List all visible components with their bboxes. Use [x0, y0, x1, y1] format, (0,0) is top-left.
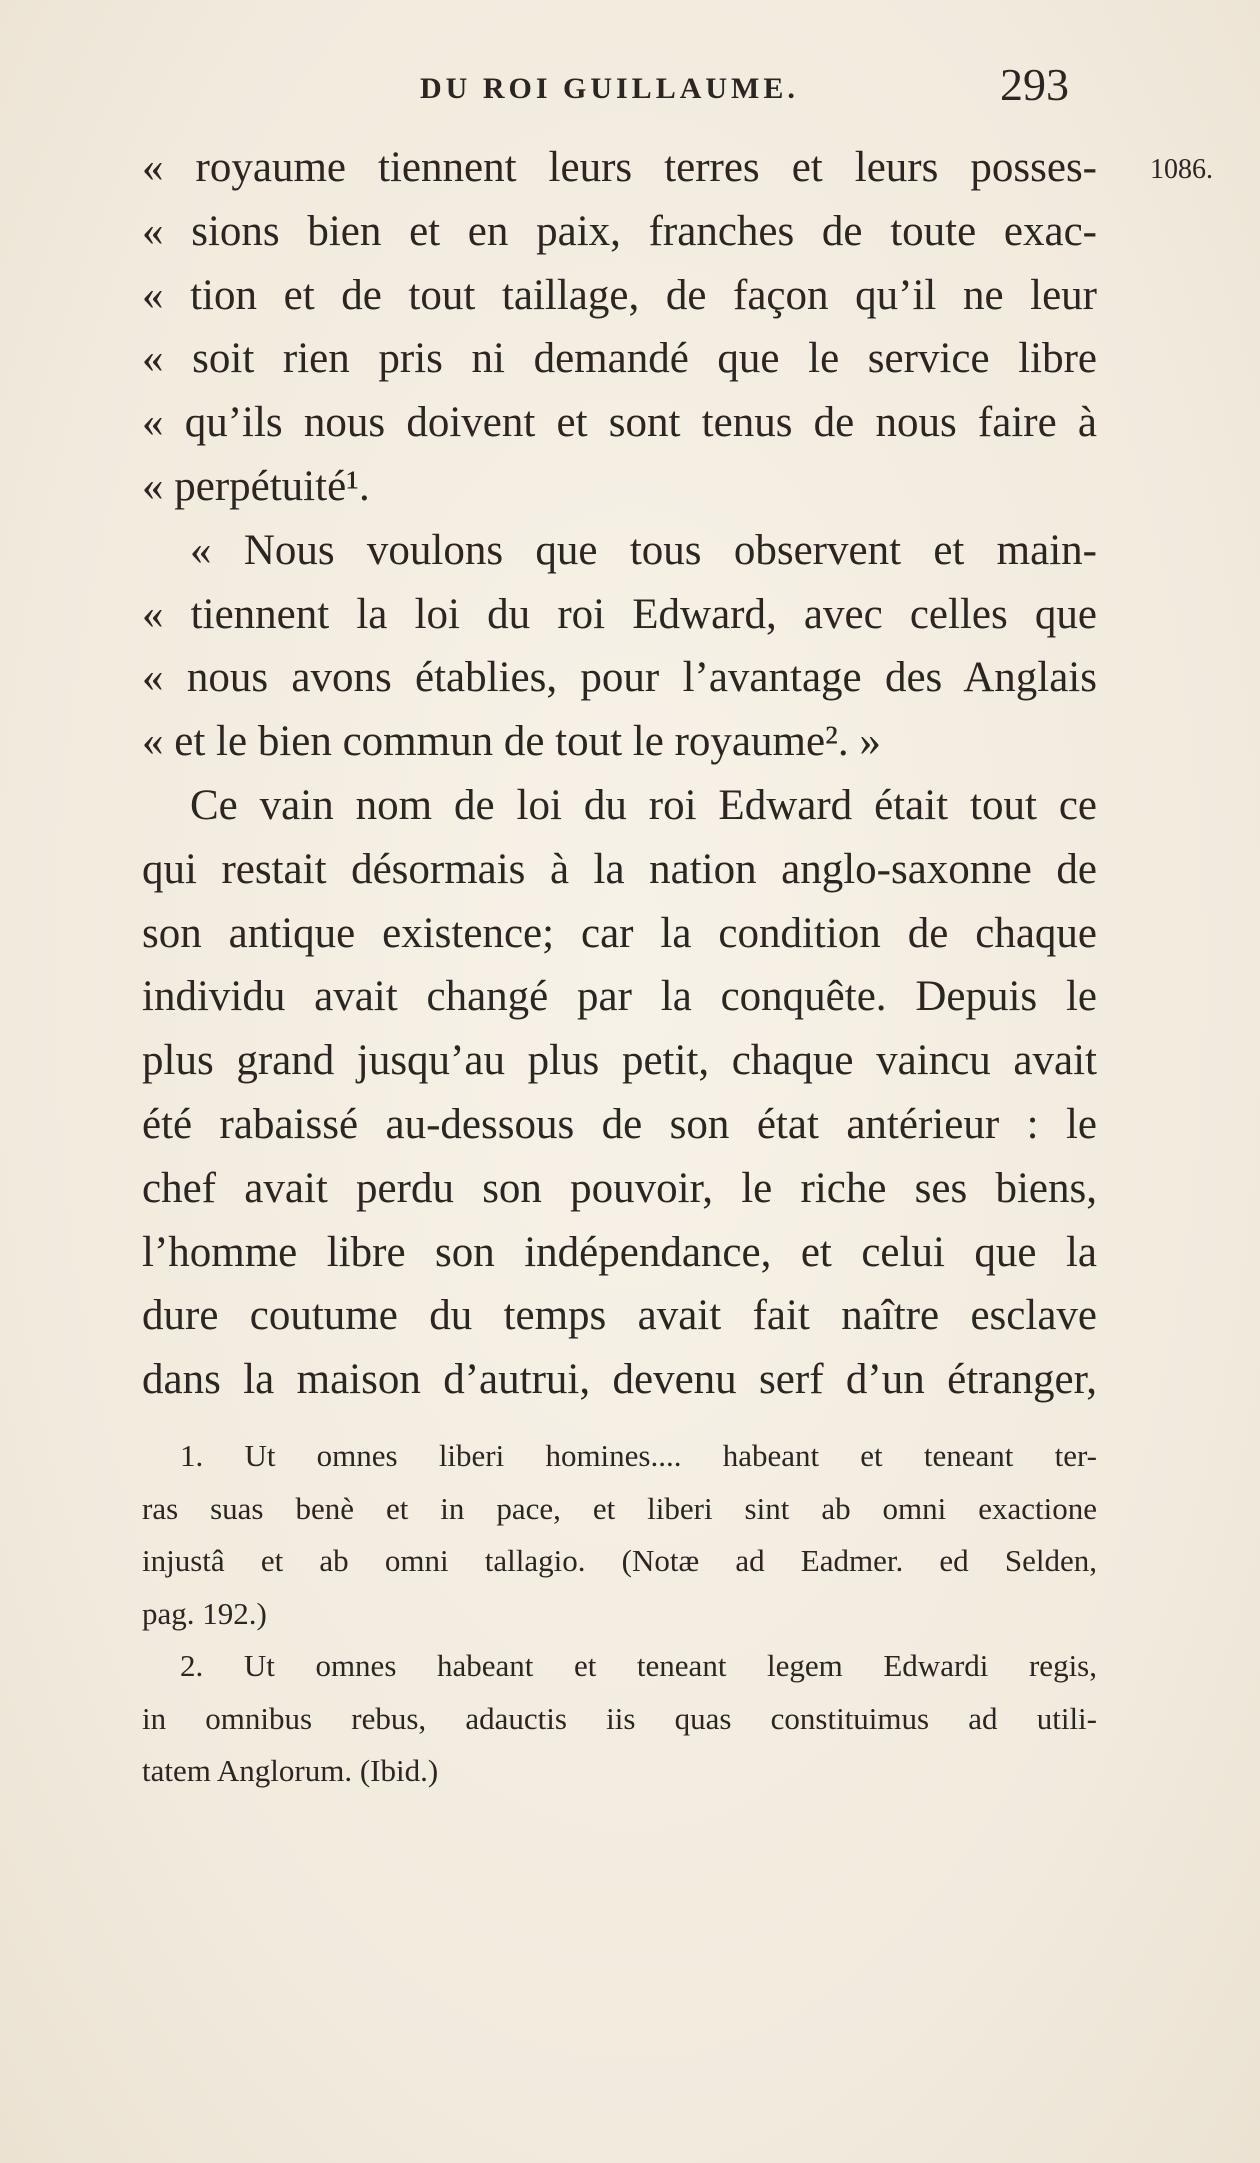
text-line: plus grand jusqu’au plus petit, chaque vaincu avait [142, 1037, 1097, 1085]
running-title: DU ROI GUILLAUME. [420, 72, 799, 105]
margin-year-note: 1086. [1150, 154, 1213, 185]
text-line: dans la maison d’autrui, devenu serf d’un étranger, [142, 1356, 1097, 1404]
footnote-line: ras suas benè et in pace, et liberi sint ab omni exactione [142, 1490, 1097, 1526]
body-text [142, 136, 1097, 1412]
text-line: chef avait perdu son pouvoir, le riche ses biens, [142, 1164, 1097, 1212]
footnote-line: in omnibus rebus, adauctis iis quas constituimus ad utili- [142, 1700, 1097, 1736]
text-line: « perpétuité¹. [142, 462, 370, 510]
text-line: individu avait changé par la conquête. Depuis le [142, 973, 1097, 1021]
footnote-line: 2. Ut omnes habeant et teneant legem Edwardi regis, [180, 1648, 1097, 1683]
text-line: « Nous voulons que tous observent et main- [190, 526, 1097, 574]
text-line: « tion et de tout taillage, de façon qu’il ne leur [142, 271, 1097, 319]
text-line: « et le bien commun de tout le royaume². » [142, 718, 881, 766]
footnote-line: 1. Ut omnes liberi homines.... habeant et teneant ter- [180, 1438, 1097, 1473]
text-line: « soit rien pris ni demandé que le service libre [142, 335, 1097, 383]
footnotes [142, 1430, 1097, 1798]
text-line: Ce vain nom de loi du roi Edward était tout ce [190, 781, 1097, 829]
page-number: 293 [1000, 59, 1069, 110]
footnote-line: pag. 192.) [142, 1595, 267, 1631]
text-line: « tiennent la loi du roi Edward, avec celles que [142, 590, 1097, 638]
text-line: qui restait désormais à la nation anglo-saxonne de [142, 845, 1097, 893]
text-line: l’homme libre son indépendance, et celui que la [142, 1228, 1097, 1276]
text-line: « nous avons établies, pour l’avantage des Anglais [142, 654, 1097, 702]
text-line: « royaume tiennent leurs terres et leurs posses- [142, 144, 1097, 191]
text-line: été rabaissé au-dessous de son état antérieur : le [142, 1100, 1097, 1148]
text-line: « qu’ils nous doivent et sont tenus de nous faire à [142, 399, 1097, 447]
text-line: son antique existence; car la condition de chaque [142, 909, 1097, 957]
text-line: « sions bien et en paix, franches de toute exac- [142, 207, 1097, 255]
footnote-line: tatem Anglorum. (Ibid.) [142, 1753, 439, 1788]
footnote-line: injustâ et ab omni tallagio. (Notæ ad Eadmer. ed Selden, [142, 1543, 1097, 1578]
text-line: dure coutume du temps avait fait naître esclave [142, 1292, 1097, 1340]
